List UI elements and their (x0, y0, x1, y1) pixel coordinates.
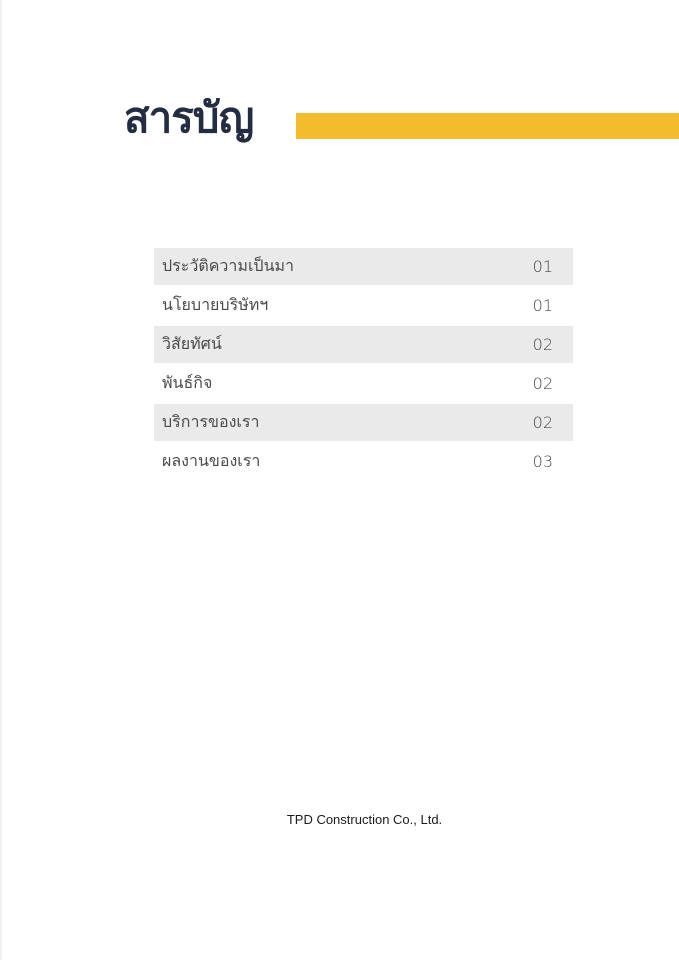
toc-row[interactable] (154, 248, 573, 285)
toc-label: ประวัติความเป็นมา (162, 256, 295, 275)
toc-row[interactable] (154, 443, 573, 480)
company-footer: TPD Construction Co., Ltd. (286, 812, 443, 827)
toc-page-number: 03 (532, 452, 553, 471)
title-accent-bar (296, 113, 679, 139)
toc-row[interactable] (154, 365, 573, 402)
toc-page-number: 02 (532, 335, 553, 354)
toc-label: วิสัยทัศน์ (162, 334, 222, 353)
toc-page-number: 01 (532, 257, 553, 276)
toc-row[interactable] (154, 404, 573, 441)
toc-row[interactable] (154, 326, 573, 363)
toc-page-number: 01 (532, 296, 553, 315)
page-title: สารบัญ (124, 93, 254, 142)
toc-row[interactable] (154, 287, 573, 324)
toc-label: พันธ์กิจ (162, 373, 213, 392)
table-of-contents (154, 248, 573, 482)
toc-label: นโยบายบริษัทฯ (162, 295, 269, 314)
toc-page-number: 02 (532, 374, 553, 393)
toc-label: ผลงานของเรา (162, 451, 261, 470)
toc-page-number: 02 (532, 413, 553, 432)
toc-label: บริการของเรา (162, 412, 260, 431)
